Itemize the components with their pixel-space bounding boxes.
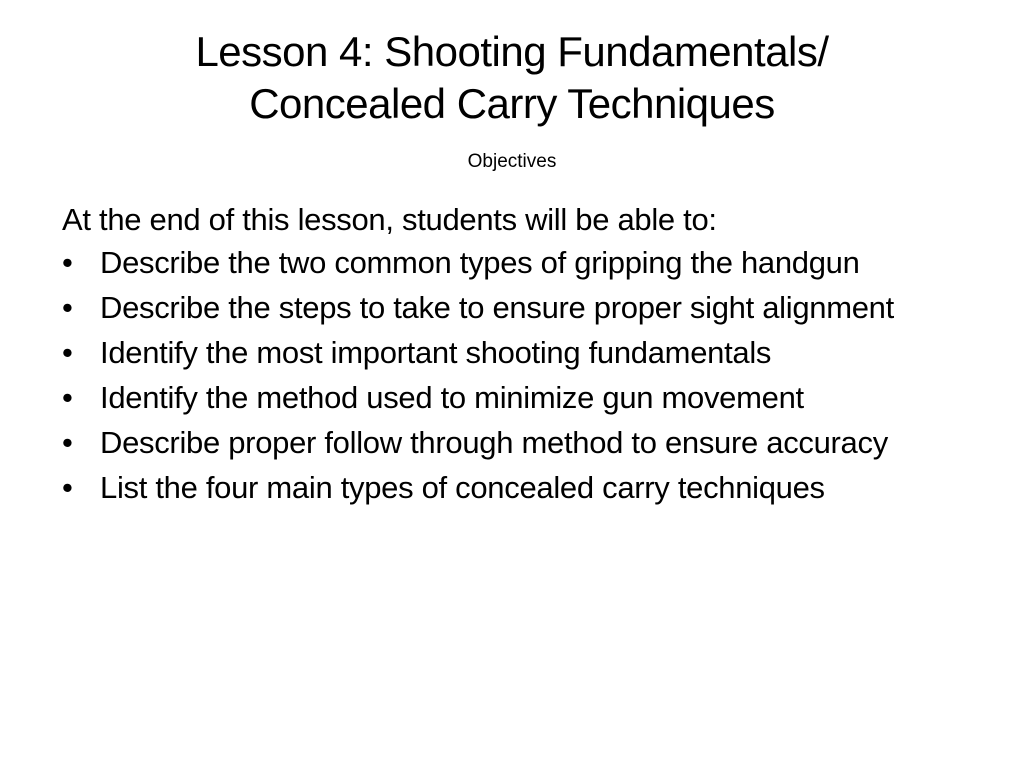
bullet-icon: •: [62, 380, 73, 415]
objectives-list: [62, 244, 982, 506]
slide-body: [62, 201, 982, 514]
list-item: [62, 379, 982, 416]
list-item: [62, 334, 982, 371]
list-item-text: List the four main types of concealed carry techniques: [100, 470, 825, 505]
intro-text: At the end of this lesson, students will be able to:: [62, 202, 717, 237]
list-item-text: Describe proper follow through method to ensure accuracy: [100, 425, 888, 460]
list-item-text: Describe the two common types of gripping the handgun: [100, 245, 860, 280]
list-item: [62, 424, 982, 461]
list-item: [62, 289, 982, 326]
list-item-text: Describe the steps to take to ensure proper sight alignment: [100, 290, 894, 325]
title-line-1: Lesson 4: Shooting Fundamentals/: [195, 28, 829, 75]
slide-title: [60, 26, 964, 130]
bullet-icon: •: [62, 245, 73, 280]
bullet-icon: •: [62, 290, 73, 325]
bullet-icon: •: [62, 470, 73, 505]
list-item-text: Identify the most important shooting fundamentals: [100, 335, 772, 370]
list-item: [62, 244, 982, 281]
list-item-text: Identify the method used to minimize gun movement: [100, 380, 804, 415]
bullet-icon: •: [62, 425, 73, 460]
bullet-icon: •: [62, 335, 73, 370]
slide-subtitle: Objectives: [467, 151, 557, 172]
title-line-2: Concealed Carry Techniques: [249, 80, 775, 127]
list-item: [62, 469, 982, 506]
